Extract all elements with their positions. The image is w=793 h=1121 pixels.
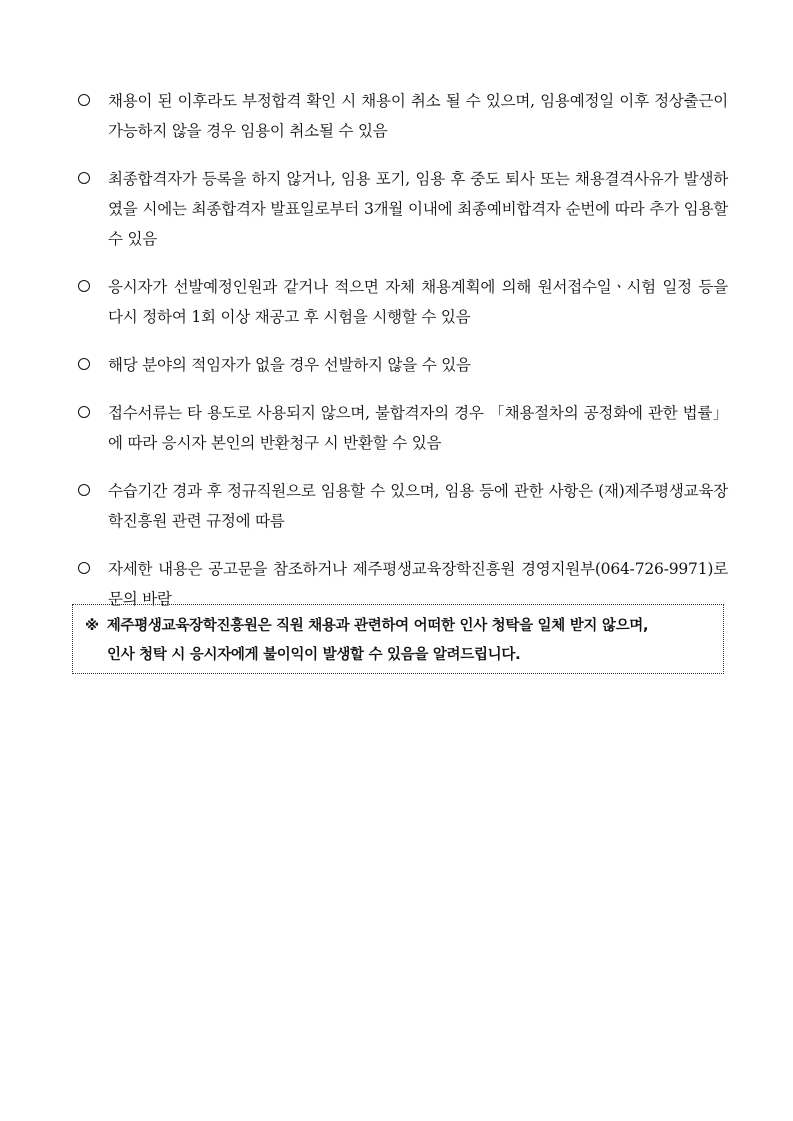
circle-bullet-icon [78, 562, 90, 574]
circle-bullet-icon [78, 406, 90, 418]
list-item-text: 접수서류는 타 용도로 사용되지 않으며, 불합격자의 경우 「채용절차의 공정화에 관한 법률」에 따라 응시자 본인의 반환청구 시 반환할 수 있음 [108, 404, 728, 452]
list-item [78, 398, 728, 458]
notice-text-1: 제주평생교육장학진흥원은 직원 채용과 관련하여 어떠한 인사 청탁을 일체 받지 않으며, [106, 618, 649, 634]
guideline-list [78, 86, 728, 632]
list-item-text: 해당 분야의 적임자가 없을 경우 선발하지 않을 수 있음 [108, 356, 471, 374]
list-item-text: 최종합격자가 등록을 하지 않거나, 임용 포기, 임용 후 중도 퇴사 또는 채용결격사유가 발생하였을 시에는 최종합격자 발표일로부터 3개월 이내에 최종예비합격자 순번에 따라 추가 임용할 수 있음 [108, 170, 728, 248]
list-item [78, 86, 728, 146]
circle-bullet-icon [78, 280, 90, 292]
notice-box [72, 604, 724, 674]
list-item [78, 476, 728, 536]
circle-bullet-icon [78, 94, 90, 106]
list-item-text: 채용이 된 이후라도 부정합격 확인 시 채용이 취소 될 수 있으며, 임용예정일 이후 정상출근이 가능하지 않을 경우 임용이 취소될 수 있음 [108, 92, 728, 140]
circle-bullet-icon [78, 358, 90, 370]
list-item [78, 164, 728, 254]
circle-bullet-icon [78, 172, 90, 184]
notice-line-1 [85, 612, 713, 641]
list-item-text: 응시자가 선발예정인원과 같거나 적으면 자체 채용계획에 의해 원서접수일ㆍ시험 일정 등을 다시 정하여 1회 이상 재공고 후 시험을 시행할 수 있음 [108, 278, 728, 326]
reference-mark-icon: ※ [85, 618, 99, 634]
circle-bullet-icon [78, 484, 90, 496]
list-item [78, 272, 728, 332]
list-item-text: 수습기간 경과 후 정규직원으로 임용할 수 있으며, 임용 등에 관한 사항은 (재)제주평생교육장학진흥원 관련 규정에 따름 [108, 482, 728, 530]
notice-text-2: 인사 청탁 시 응시자에게 불이익이 발생할 수 있음을 알려드립니다. [107, 647, 521, 663]
list-item-text: 자세한 내용은 공고문을 참조하거나 제주평생교육장학진흥원 경영지원부(064-726-9971)로 문의 바람 [108, 560, 728, 608]
list-item [78, 350, 728, 380]
